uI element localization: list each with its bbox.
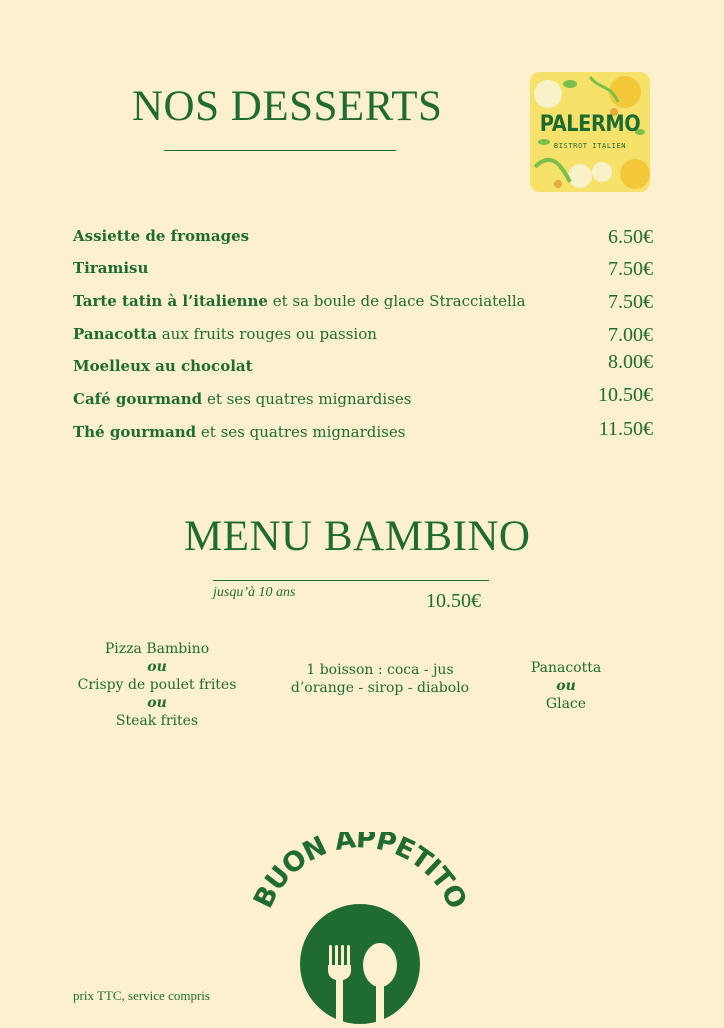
palermo-logo [530, 72, 650, 192]
dessert-name: Moelleux au chocolat [73, 357, 253, 375]
or-separator: ou [147, 695, 167, 711]
dessert-row [73, 420, 653, 444]
bambino-divider [213, 580, 489, 581]
main-option: Steak frites [115, 713, 199, 729]
dessert-item [73, 227, 249, 245]
dessert-name: Thé gourmand [73, 423, 197, 441]
dessert-name: Tiramisu [73, 259, 149, 277]
main-option: Pizza Bambino [104, 641, 210, 657]
bambino-age-note: jusqu’à 10 ans [213, 585, 296, 600]
dessert-row [73, 224, 653, 248]
dessert-name: Assiette de fromages [73, 227, 250, 245]
dessert-item [73, 292, 526, 310]
main-option: Crispy de poulet frites [77, 677, 237, 693]
dessert-name: Tarte tatin à l’italienne [73, 292, 268, 310]
dessert-name: Café gourmand [73, 390, 203, 408]
dessert-item [73, 423, 405, 441]
bambino-mains [72, 640, 242, 730]
dessert-item [73, 259, 148, 277]
dessert-desc: et ses quatres mignardises [196, 423, 406, 441]
logo-name: PALERMO [539, 112, 641, 137]
dessert-row [73, 322, 653, 346]
dessert-price: 8.00€ [608, 351, 653, 373]
badge-circle [300, 904, 420, 1024]
dessert-desc: aux fruits rouges ou passion [156, 325, 377, 343]
dessert-price: 6.50€ [608, 226, 653, 248]
buon-appetito-text: BUON APPETITO [247, 832, 473, 914]
dessert-price: 7.50€ [608, 258, 653, 280]
dessert-price: 7.50€ [608, 291, 653, 313]
dessert-desc: et sa boule de glace Stracciatella [267, 292, 526, 310]
title-divider [164, 150, 396, 151]
desserts-title: NOS DESSERTS [132, 83, 443, 130]
dessert-desc: et ses quatres mignardises [202, 390, 412, 408]
logo-tagline: BISTROT ITALIEN [553, 142, 627, 150]
dessert-name: Panacotta [73, 325, 157, 343]
dessert-price: 7.00€ [608, 324, 653, 346]
dessert-row [73, 351, 653, 378]
dessert-row [73, 384, 653, 411]
dessert-item [73, 390, 411, 408]
dessert-option: Glace [545, 696, 587, 712]
dessert-row [73, 256, 653, 280]
dessert-price: 11.50€ [598, 418, 653, 440]
or-separator: ou [556, 678, 576, 694]
bambino-dessert [515, 659, 617, 713]
dessert-item [73, 325, 377, 343]
footer-note: prix TTC, service compris [73, 988, 210, 1003]
dessert-item [73, 357, 253, 375]
dessert-price: 10.50€ [598, 384, 653, 406]
drink-line: d’orange - sirop - diabolo [290, 680, 470, 696]
or-separator: ou [147, 659, 167, 675]
buon-appetito-badge [240, 832, 480, 1024]
drink-line: 1 boisson : coca - jus [306, 662, 454, 678]
bambino-price: 10.50€ [426, 590, 481, 612]
dessert-option: Panacotta [530, 660, 602, 676]
bambino-title: MENU BAMBINO [184, 513, 531, 560]
bambino-drink [280, 661, 480, 697]
dessert-row [73, 289, 653, 313]
